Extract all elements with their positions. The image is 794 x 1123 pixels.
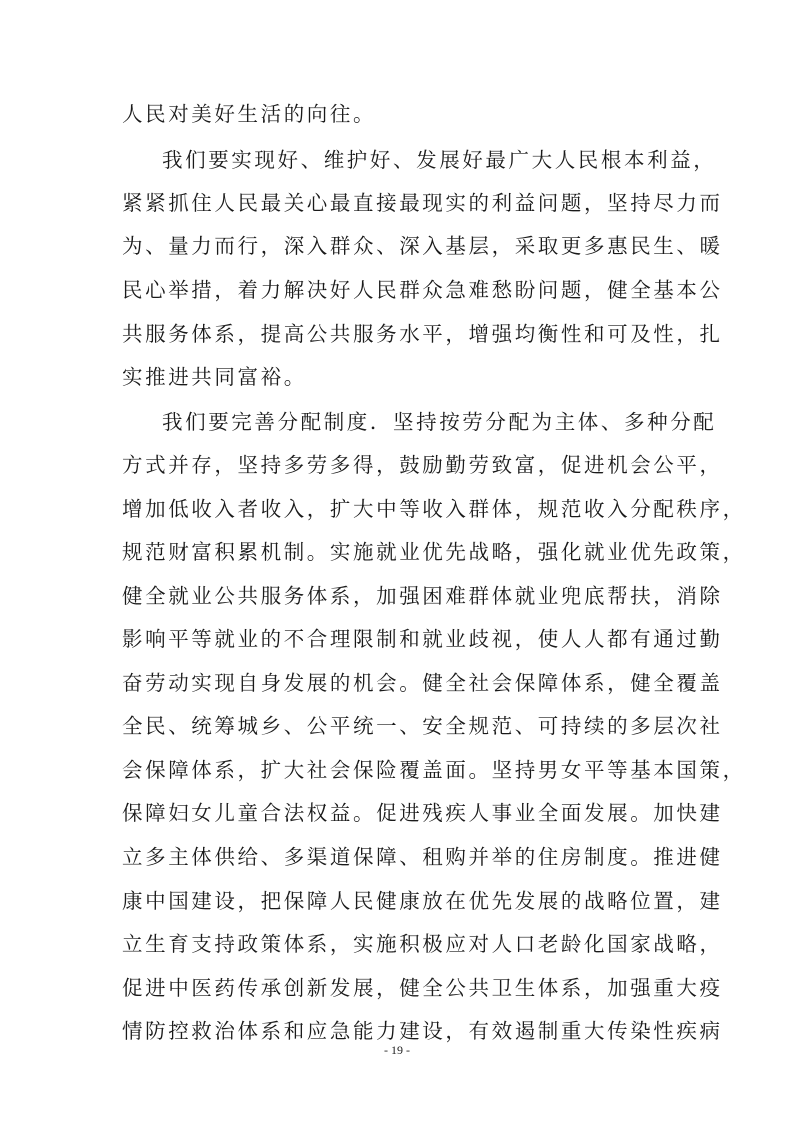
text-line-21: 促进中医药传承创新发展，健全公共卫生体系，加强重大疫 [122,976,723,1000]
text-line-16: 会保障体系，扩大社会保险覆盖面。坚持男女平等基本国策， [122,758,746,782]
text-line-18: 立多主体供给、多渠道保障、租购并举的住房制度。推进健 [122,845,723,869]
text-line-14: 奋劳动实现自身发展的机会。健全社会保障体系，健全覆盖 [122,671,723,695]
text-line-20: 立生育支持政策体系，实施积极应对人口老龄化国家战略， [122,932,723,956]
text-line-17: 保障妇女儿童合法权益。促进残疾人事业全面发展。加快建 [122,801,723,825]
text-line-15: 全民、统筹城乡、公平统一、安全规范、可持续的多层次社 [122,714,723,738]
text-line-2: 我们要实现好、维护好、发展好最广大人民根本利益， [162,148,717,172]
text-line-22: 情防控救治体系和应急能力建设，有效遏制重大传染性疾病 [122,1019,723,1043]
text-line-12: 健全就业公共服务体系，加强困难群体就业兜底帮扶，消除 [122,584,723,608]
text-line-13: 影响平等就业的不合理限制和就业歧视，使人人都有通过勤 [122,627,723,651]
text-line-1: 人民对美好生活的向往。 [122,102,377,126]
text-line-6: 共服务体系，提高公共服务水平，增强均衡性和可及性，扎 [122,322,723,346]
text-line-3: 紧紧抓住人民最关心最直接最现实的利益问题，坚持尽力而 [122,191,723,215]
text-line-19: 康中国建设，把保障人民健康放在优先发展的战略位置，建 [122,889,723,913]
text-line-7: 实推进共同富裕。 [122,365,307,389]
text-line-11: 规范财富积累机制。实施就业优先战略，强化就业优先政策， [122,540,746,564]
text-line-5: 民心举措，着力解决好人民群众急难愁盼问题，健全基本公 [122,278,723,302]
text-line-4: 为、量力而行，深入群众、深入基层，采取更多惠民生、暖 [122,234,723,258]
text-line-8: 我们要完善分配制度．坚持按劳分配为主体、多种分配 [162,410,717,434]
page-number: - 19 - [384,1043,410,1057]
text-line-9: 方式并存，坚持多劳多得，鼓励勤劳致富，促进机会公平， [122,453,723,477]
text-line-10: 增加低收入者收入，扩大中等收入群体，规范收入分配秩序， [122,497,746,521]
